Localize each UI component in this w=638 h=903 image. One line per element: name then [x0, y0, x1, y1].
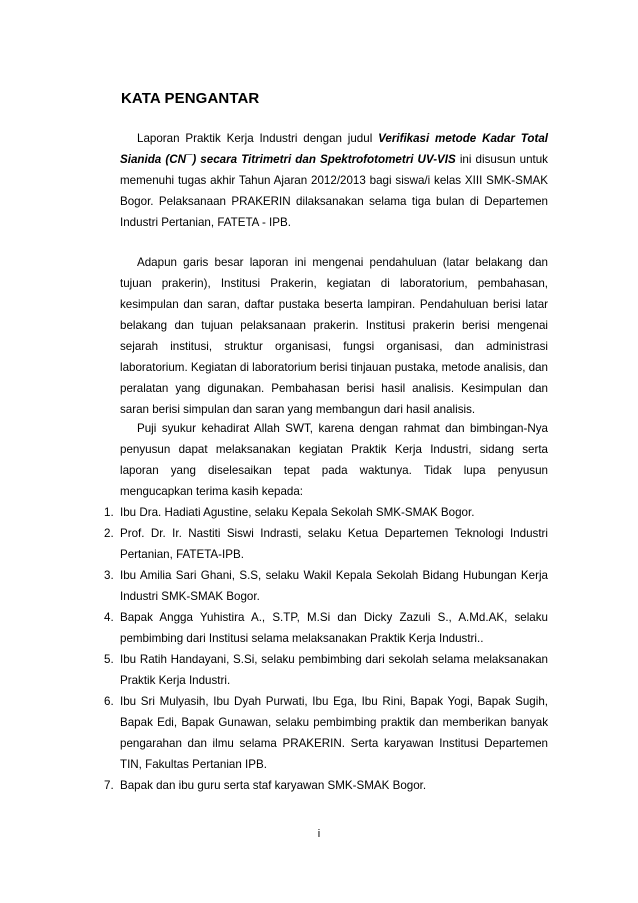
list-item-text: Ibu Ratih Handayani, S.Si, selaku pembimbing dari sekolah selama melaksanakan Praktik Kerja Industri.: [120, 653, 548, 687]
list-item-text: Ibu Amilia Sari Ghani, S.S, selaku Wakil Kepala Sekolah Bidang Hubungan Kerja Industri SMK-SMAK Bogor.: [120, 569, 548, 603]
list-item-number: 2.: [104, 527, 114, 540]
list-item-number: 4.: [104, 611, 114, 624]
list-item-number: 1.: [104, 506, 114, 519]
paragraph-acknowledgement: Puji syukur kehadirat Allah SWT, karena dengan rahmat dan bimbingan-Nya penyusun dapat melaksanakan kegiatan Praktik Kerja Industri, sidang serta laporan yang diselesaikan tepat pada waktunya. Tidak lupa penyusun mengucapkan terima kasih kepada:: [120, 422, 548, 498]
paragraph-intro-rest: ini disusun untuk memenuhi tugas akhir Tahun Ajaran 2012/2013 bagi siswa/i kelas XIII SMK-SMAK Bogor. Pelaksanaan PRAKERIN dilaksanakan selama tiga bulan di Departemen Industri Pertanian, FATETA - IPB.: [120, 153, 548, 229]
list-item: [104, 649, 548, 691]
list-item: [104, 607, 548, 649]
list-item: [104, 691, 548, 775]
acknowledgement-list: [104, 502, 548, 796]
list-item-number: 5.: [104, 653, 114, 666]
list-item-number: 6.: [104, 695, 114, 708]
list-item: [104, 523, 548, 565]
list-item-text: Bapak Angga Yuhistira A., S.TP, M.Si dan Dicky Zazuli S., A.Md.AK, selaku pembimbing dari Institusi selama melaksanakan Praktik Kerja Industri..: [120, 611, 548, 645]
list-item-text: Ibu Sri Mulyasih, Ibu Dyah Purwati, Ibu Ega, Ibu Rini, Bapak Yogi, Bapak Sugih, Bapak Edi, Bapak Gunawan, selaku pembimbing praktik dan memberikan banyak pengarahan dan ilmu selama PRAKERIN. Serta karyawan Institusi Departemen TIN, Fakultas Pertanian IPB.: [120, 695, 548, 771]
list-item-text: Ibu Dra. Hadiati Agustine, selaku Kepala Sekolah SMK-SMAK Bogor.: [120, 506, 475, 519]
list-item-text: Bapak dan ibu guru serta staf karyawan SMK-SMAK Bogor.: [120, 779, 427, 792]
list-item-number: 3.: [104, 569, 114, 582]
list-item: [104, 502, 548, 523]
list-item-text: Prof. Dr. Ir. Nastiti Siswi Indrasti, selaku Ketua Departemen Teknologi Industri Pertanian, FATETA-IPB.: [120, 527, 548, 561]
list-item: [104, 565, 548, 607]
paragraph-intro: [120, 128, 548, 233]
page-title: KATA PENGANTAR: [121, 90, 260, 107]
list-item: [104, 775, 548, 796]
paragraph-outline: Adapun garis besar laporan ini mengenai pendahuluan (latar belakang dan tujuan prakerin), Institusi Prakerin, kegiatan di laboratorium, pembahasan, kesimpulan dan saran, daftar pustaka beserta lampiran. Pendahuluan berisi latar belakang dan tujuan pelaksanaan prakerin. Institusi prakerin berisi mengenai sejarah institusi, struktur organisasi, fungsi organisasi, dan administrasi laboratorium. Kegiatan di laboratorium berisi tinjauan pustaka, metode analisis, dan peralatan yang digunakan. Pembahasan berisi hasil analisis. Kesimpulan dan saran berisi simpulan dan saran yang membangun dari hasil analisis.: [120, 256, 548, 416]
report-title: Verifikasi metode Kadar Total Sianida (CN¯) secara Titrimetri dan Spektrofotometri UV-VIS: [120, 132, 548, 166]
page-number: i: [317, 828, 321, 840]
list-item-number: 7.: [104, 779, 114, 792]
paragraph-intro-lead: Laporan Praktik Kerja Industri dengan judul: [137, 132, 379, 145]
